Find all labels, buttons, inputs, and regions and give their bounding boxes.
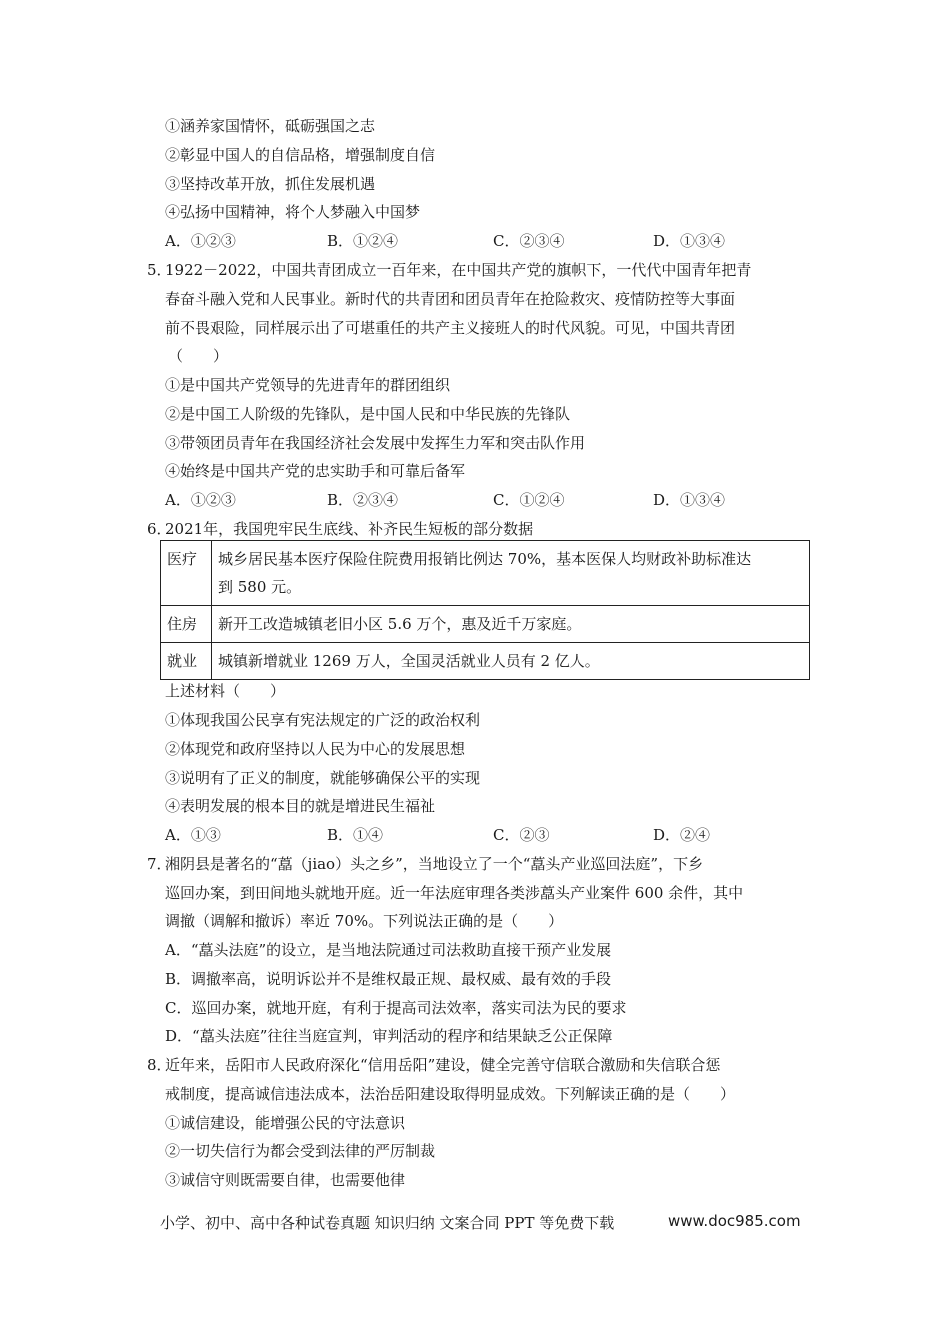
q6-item-3: ③说明有了正义的制度，就能够确保公平的实现 [165, 769, 481, 787]
q5-number: 5． [147, 261, 172, 279]
table-row [161, 606, 810, 643]
footer-url-link[interactable]: www.doc985.com [668, 1212, 801, 1230]
q4-option-d[interactable]: D．①③④ [653, 232, 726, 250]
q5-item-1: ①是中国共产党领导的先进青年的群团组织 [165, 376, 451, 394]
q5-stem-line-3: 前不畏艰险，同样展示出了可堪重任的共产主义接班人的时代风貌。可见，中国共青团 [165, 319, 736, 337]
q5-answer-blank: （ ） [168, 347, 229, 365]
table-content-line: 城镇新增就业 1269 万人，全国灵活就业人员有 2 亿人。 [218, 652, 600, 670]
q6-option-b[interactable]: B．①④ [327, 826, 384, 844]
table-content-line: 新开工改造城镇老旧小区 5.6 万个，惠及近千万家庭。 [218, 615, 582, 633]
q5-option-c[interactable]: C．①②④ [493, 491, 565, 509]
q4-option-c[interactable]: C．②③④ [493, 232, 565, 250]
q7-stem-line-3: 调撤（调解和撤诉）率近 70%。下列说法正确的是（ ） [165, 912, 564, 930]
q5-stem-line-2: 春奋斗融入党和人民事业。新时代的共青团和团员青年在抢险救灾、疫情防控等大事面 [165, 290, 736, 308]
table-content-line: 城乡居民基本医疗保险住院费用报销比例达 70%，基本医保人均财政补助标准达 [218, 550, 752, 568]
q6-number: 6． [147, 520, 172, 538]
q6-prompt: 上述材料（ ） [165, 682, 286, 700]
q8-number: 8． [147, 1056, 172, 1074]
q7-choice-d[interactable]: D．“藠头法庭”往往当庭宣判，审判活动的程序和结果缺乏公正保障 [165, 1027, 613, 1045]
table-content [212, 606, 810, 643]
q7-stem-line-2: 巡回办案，到田间地头就地开庭。近一年法庭审理各类涉藠头产业案件 600 余件，其中 [165, 884, 744, 902]
table-row [161, 643, 810, 680]
q4-item-3: ③坚持改革开放，抓住发展机遇 [165, 175, 376, 193]
q7-stem-line-1: 湘阴县是著名的“藠（jiao）头之乡”，当地设立了一个“藠头产业巡回法庭”，下乡 [165, 855, 704, 873]
q5-item-2: ②是中国工人阶级的先锋队，是中国人民和中华民族的先锋队 [165, 405, 571, 423]
q6-item-4: ④表明发展的根本目的就是增进民生福祉 [165, 797, 436, 815]
q4-option-b[interactable]: B．①②④ [327, 232, 399, 250]
table-content [212, 643, 810, 680]
q7-choice-a[interactable]: A．“藠头法庭”的设立，是当地法院通过司法救助直接干预产业发展 [165, 941, 612, 959]
q5-item-3: ③带领团员青年在我国经济社会发展中发挥生力军和突击队作用 [165, 434, 586, 452]
q5-option-b[interactable]: B．②③④ [327, 491, 399, 509]
q7-choice-c[interactable]: C．巡回办案，就地开庭，有利于提高司法效率，落实司法为民的要求 [165, 999, 627, 1017]
q7-choice-b[interactable]: B．调撤率高，说明诉讼并不是维权最正规、最权威、最有效的手段 [165, 970, 612, 988]
q5-option-d[interactable]: D．①③④ [653, 491, 726, 509]
table-content [212, 541, 810, 606]
table-content-line: 到 580 元。 [218, 578, 302, 596]
q8-item-2: ②一切失信行为都会受到法律的严厉制裁 [165, 1142, 436, 1160]
q6-stem: 2021年，我国兜牢民生底线、补齐民生短板的部分数据 [165, 520, 534, 538]
q6-option-a[interactable]: A．①③ [165, 826, 221, 844]
q4-item-4: ④弘扬中国精神，将个人梦融入中国梦 [165, 203, 421, 221]
q6-option-c[interactable]: C．②③ [493, 826, 550, 844]
q6-item-2: ②体现党和政府坚持以人民为中心的发展思想 [165, 740, 466, 758]
q6-data-table [160, 540, 810, 680]
table-category: 就业 [161, 643, 212, 680]
table-row [161, 541, 810, 606]
table-category: 住房 [161, 606, 212, 643]
q7-number: 7． [147, 855, 172, 873]
q5-stem-line-1: 1922－2022，中国共青团成立一百年来，在中国共产党的旗帜下，一代代中国青年把青 [165, 261, 752, 279]
q6-item-1: ①体现我国公民享有宪法规定的广泛的政治权利 [165, 711, 481, 729]
page-footer [160, 1212, 801, 1233]
table-category: 医疗 [161, 541, 212, 606]
q5-option-a[interactable]: A．①②③ [165, 491, 236, 509]
footer-text: 小学、初中、高中各种试卷真题 知识归纳 文案合同 PPT 等免费下载 [160, 1214, 615, 1232]
q8-stem-line-1: 近年来，岳阳市人民政府深化“信用岳阳”建设，健全完善守信联合激励和失信联合惩 [165, 1056, 721, 1074]
q8-item-1: ①诚信建设，能增强公民的守法意识 [165, 1114, 406, 1132]
q5-item-4: ④始终是中国共产党的忠实助手和可靠后备军 [165, 462, 466, 480]
q4-item-2: ②彰显中国人的自信品格，增强制度自信 [165, 146, 436, 164]
q8-stem-line-2: 戒制度，提高诚信违法成本，法治岳阳建设取得明显成效。下列解读正确的是（ ） [165, 1085, 736, 1103]
q6-option-d[interactable]: D．②④ [653, 826, 711, 844]
q4-item-1: ①涵养家国情怀，砥砺强国之志 [165, 117, 376, 135]
q4-option-a[interactable]: A．①②③ [165, 232, 236, 250]
q8-item-3: ③诚信守则既需要自律，也需要他律 [165, 1171, 406, 1189]
